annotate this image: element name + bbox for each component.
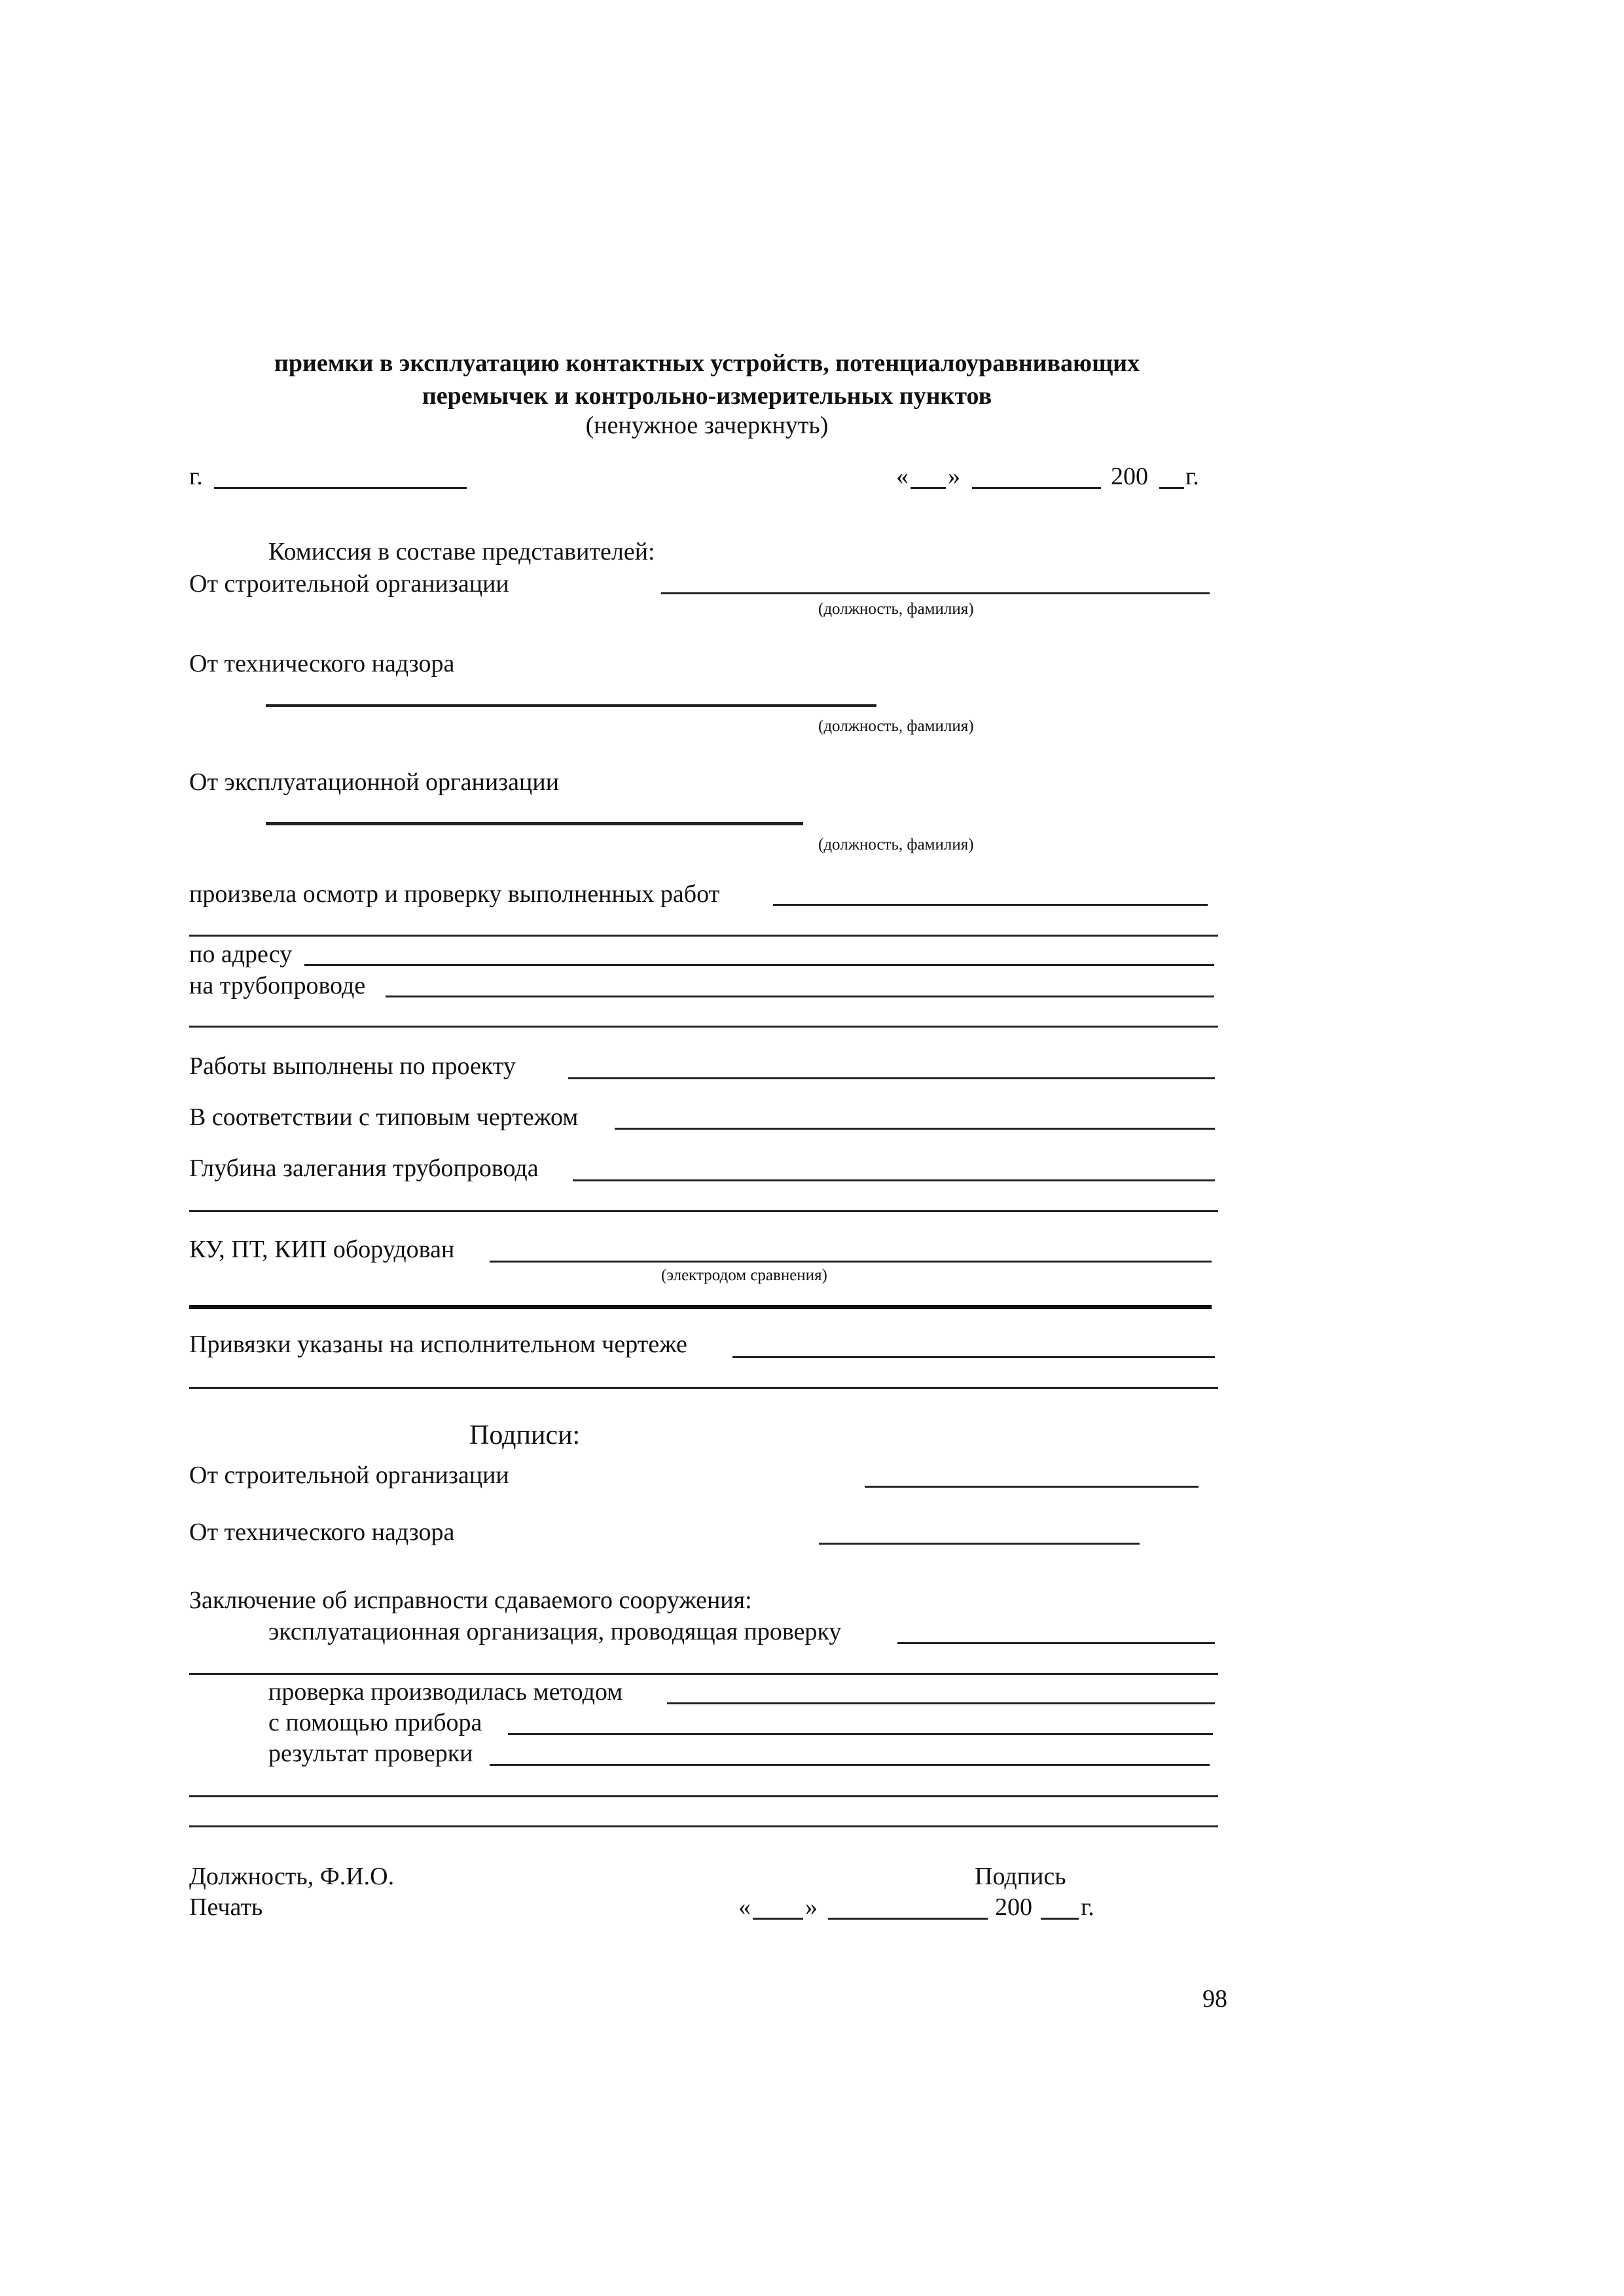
conclusion-method-label: проверка производилась методом xyxy=(268,1678,623,1706)
conclusion-device-field[interactable] xyxy=(508,1733,1213,1735)
conclusion-result-label: результат проверки xyxy=(268,1740,473,1767)
signatures-technical-label: От технического надзора xyxy=(189,1518,455,1546)
date-year: 200 xyxy=(1111,463,1148,490)
conclusion-org-label: эксплуатационная организация, проводящая проверку xyxy=(268,1618,842,1645)
commission-construction-hint: (должность, фамилия) xyxy=(818,600,974,618)
footer-date-close-quote: » xyxy=(805,1893,818,1921)
footer-date-year-field[interactable] xyxy=(1041,1918,1079,1920)
inspection-depth-field-continued[interactable] xyxy=(189,1210,1218,1212)
city-field[interactable] xyxy=(214,487,467,489)
conclusion-org-field-continued[interactable] xyxy=(189,1673,1218,1675)
commission-intro: Комиссия в составе представителей: xyxy=(268,538,655,565)
inspection-pipeline-field-continued[interactable] xyxy=(189,1026,1218,1028)
inspection-address-field[interactable] xyxy=(304,964,1214,966)
title-line-2: перемычек и контрольно-измерительных пунктов xyxy=(422,382,992,410)
inspection-depth-field[interactable] xyxy=(573,1179,1215,1181)
footer-date-year-suffix: г. xyxy=(1081,1893,1094,1921)
conclusion-result-field-continued-1[interactable] xyxy=(189,1795,1218,1797)
footer-date-month-field[interactable] xyxy=(828,1918,988,1920)
inspection-performed-field[interactable] xyxy=(773,904,1208,906)
commission-technical-field[interactable] xyxy=(266,704,876,707)
conclusion-method-field[interactable] xyxy=(667,1702,1215,1704)
date-close-quote: » xyxy=(948,463,960,490)
commission-technical-label: От технического надзора xyxy=(189,650,455,677)
inspection-bindings-field[interactable] xyxy=(732,1356,1215,1358)
footer-date-open-quote: « xyxy=(738,1893,751,1921)
footer-signature: Подпись xyxy=(975,1863,1066,1890)
date-year-suffix: г. xyxy=(1185,463,1199,490)
commission-operating-hint: (должность, фамилия) xyxy=(818,836,974,853)
inspection-performed-label: произвела осмотр и проверку выполненных работ xyxy=(189,880,720,908)
signatures-construction-field[interactable] xyxy=(865,1486,1199,1488)
inspection-equipped-field[interactable] xyxy=(490,1261,1212,1263)
inspection-equipped-field-continued[interactable] xyxy=(189,1305,1212,1309)
date-day-field[interactable] xyxy=(911,487,946,489)
date-year-field[interactable] xyxy=(1159,487,1184,489)
footer-date-year: 200 xyxy=(995,1893,1032,1921)
title-subtitle: (ненужное зачеркнуть) xyxy=(585,412,829,439)
inspection-address-label: по адресу xyxy=(189,941,293,968)
conclusion-device-label: с помощью прибора xyxy=(268,1709,482,1736)
commission-construction-label: От строительной организации xyxy=(189,570,509,598)
footer-position-name: Должность, Ф.И.О. xyxy=(189,1863,395,1890)
inspection-depth-label: Глубина залегания трубопровода xyxy=(189,1155,539,1182)
commission-operating-label: От эксплуатационной организации xyxy=(189,768,560,796)
conclusion-org-field[interactable] xyxy=(897,1642,1215,1644)
inspection-electrode-hint: (электродом сравнения) xyxy=(661,1266,827,1284)
inspection-bindings-field-continued[interactable] xyxy=(189,1387,1218,1389)
signatures-technical-field[interactable] xyxy=(819,1543,1140,1545)
inspection-equipped-label: КУ, ПТ, КИП оборудован xyxy=(189,1236,455,1263)
signatures-heading: Подписи: xyxy=(469,1420,581,1450)
footer-stamp: Печать xyxy=(189,1893,263,1921)
date-month-field[interactable] xyxy=(972,487,1101,489)
city-prefix: г. xyxy=(189,463,203,490)
page-number: 98 xyxy=(1202,1985,1227,2013)
commission-technical-hint: (должность, фамилия) xyxy=(818,717,974,735)
date-open-quote: « xyxy=(896,463,909,490)
inspection-performed-field-continued[interactable] xyxy=(189,935,1218,937)
conclusion-result-field[interactable] xyxy=(490,1764,1210,1766)
commission-operating-field[interactable] xyxy=(266,822,803,825)
inspection-standard-drawing-field[interactable] xyxy=(615,1128,1215,1130)
commission-construction-field[interactable] xyxy=(661,592,1210,594)
conclusion-result-field-continued-2[interactable] xyxy=(189,1825,1218,1827)
title-line-1: приемки в эксплуатацию контактных устройств, потенциалоуравнивающих xyxy=(274,350,1140,377)
inspection-project-label: Работы выполнены по проекту xyxy=(189,1052,516,1080)
signatures-construction-label: От строительной организации xyxy=(189,1462,509,1489)
inspection-pipeline-field[interactable] xyxy=(386,996,1214,997)
footer-date-day-field[interactable] xyxy=(753,1918,803,1920)
inspection-standard-drawing-label: В соответствии с типовым чертежом xyxy=(189,1103,579,1131)
conclusion-heading: Заключение об исправности сдаваемого сооружения: xyxy=(189,1587,752,1614)
inspection-pipeline-label: на трубопроводе xyxy=(189,972,366,999)
inspection-bindings-label: Привязки указаны на исполнительном чертеже xyxy=(189,1331,687,1358)
inspection-project-field[interactable] xyxy=(568,1077,1215,1079)
